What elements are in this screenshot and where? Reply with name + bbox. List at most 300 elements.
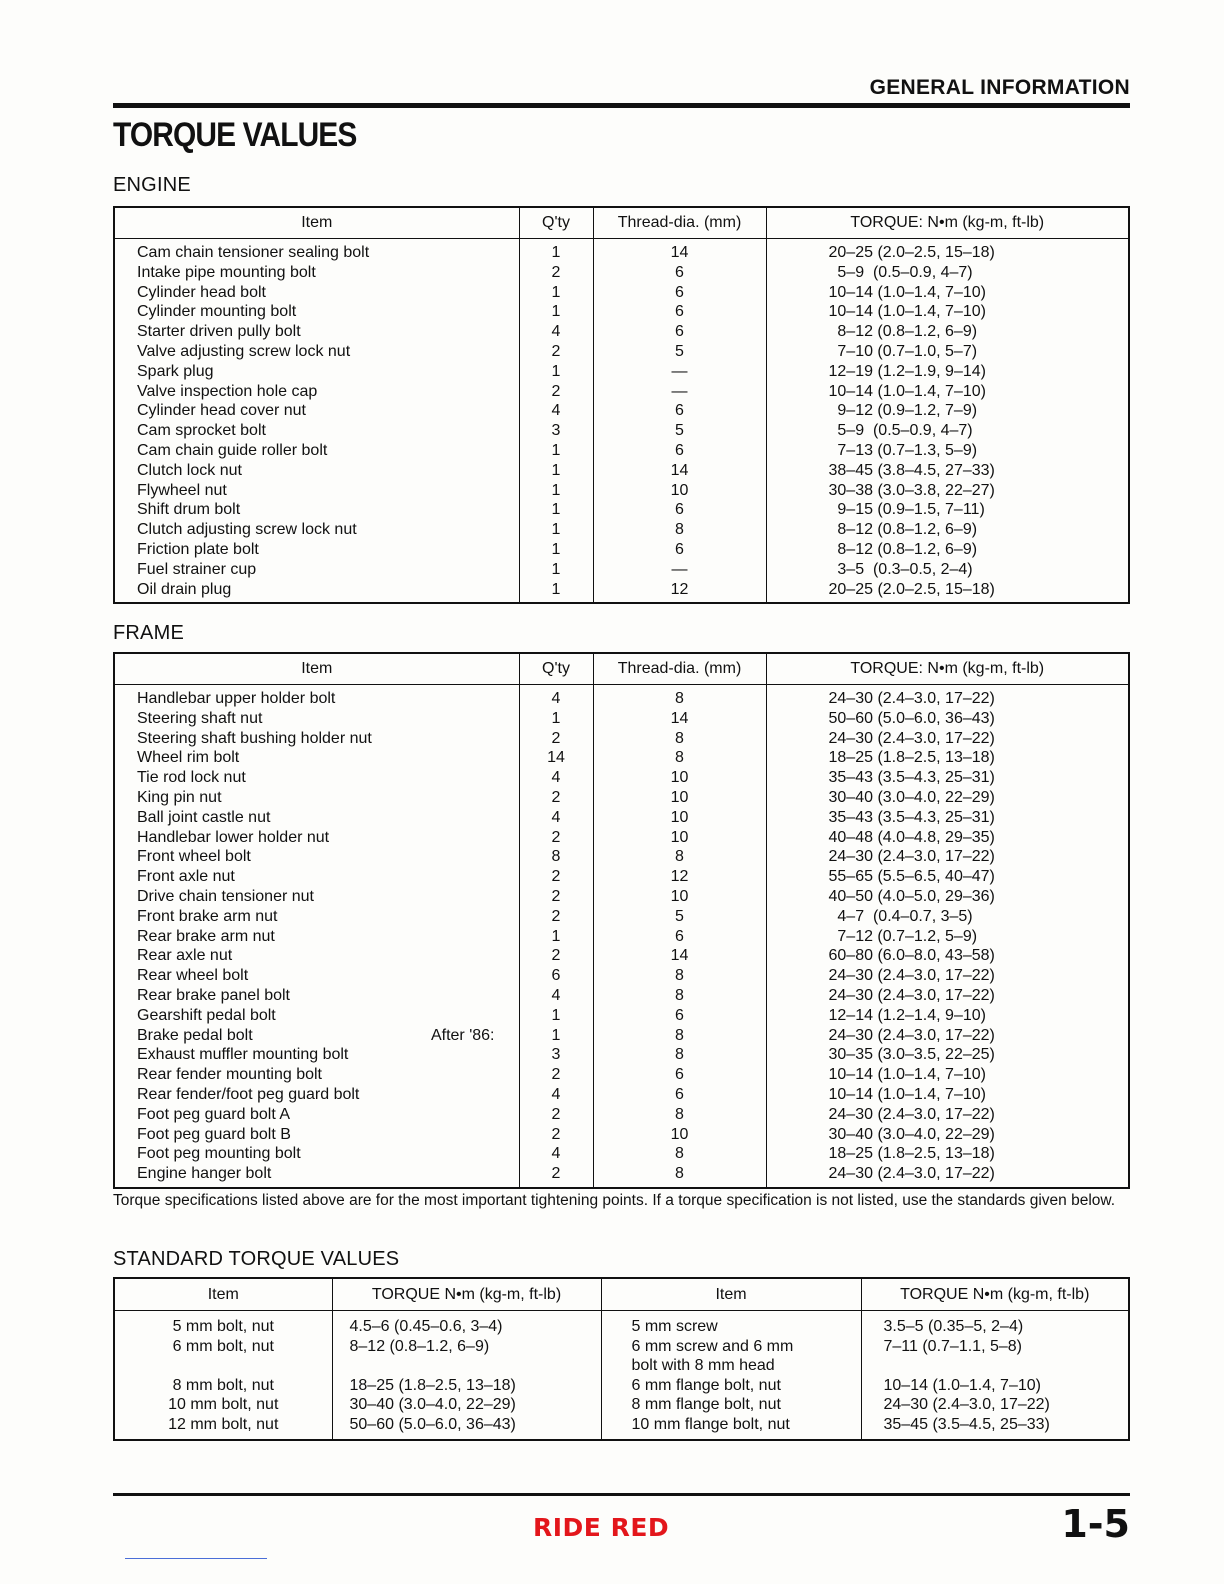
column-header-item: Item — [114, 1278, 332, 1311]
qty-cell-text: 8 — [551, 848, 561, 866]
torque-cell — [766, 685, 1129, 709]
item-cell-text: Front wheel bolt — [137, 848, 251, 866]
item-cell — [114, 441, 519, 461]
std-torque-cell-2: 35–45 (3.5–4.5, 25–33) — [883, 1415, 1050, 1433]
thread-cell — [593, 263, 766, 283]
qty-cell — [519, 520, 593, 540]
torque-cell-text: 3–5 (0.3–0.5, 2–4) — [828, 560, 973, 578]
thread-cell — [593, 1125, 766, 1145]
thread-cell-text: 14 — [670, 461, 689, 479]
thread-cell-text: 8 — [675, 521, 684, 539]
qty-cell-text: 2 — [551, 1125, 561, 1143]
item-cell — [114, 1006, 519, 1026]
qty-cell-text: 3 — [551, 1046, 561, 1064]
thread-cell — [593, 927, 766, 947]
qty-cell — [519, 540, 593, 560]
thread-cell-text: 10 — [670, 887, 689, 905]
item-cell-text: Foot peg guard bolt A — [137, 1105, 290, 1123]
torque-cell-text: 30–35 (3.0–3.5, 22–25) — [828, 1046, 995, 1064]
torque-cell-text: 12–19 (1.2–1.9, 9–14) — [828, 362, 986, 380]
thread-cell-text: 12 — [670, 580, 689, 598]
torque-cell-text: 10–14 (1.0–1.4, 7–10) — [828, 1066, 986, 1084]
thread-cell-text: 8 — [675, 690, 684, 707]
qty-cell-text: 4 — [551, 1085, 561, 1103]
thread-cell — [593, 709, 766, 729]
item-cell — [114, 1085, 519, 1105]
qty-cell-text: 1 — [551, 441, 561, 459]
torque-cell — [766, 709, 1129, 729]
torque-cell — [766, 500, 1129, 520]
qty-cell-text: 4 — [551, 402, 561, 420]
torque-cell — [766, 580, 1129, 604]
qty-cell-text: 1 — [551, 709, 561, 727]
table-row — [114, 302, 1129, 322]
thread-cell-text: 6 — [675, 1006, 684, 1024]
std-torque-cell-2: 3.5–5 (0.35–5, 2–4) — [883, 1318, 1024, 1335]
table-row — [114, 580, 1129, 604]
thread-cell — [593, 461, 766, 481]
item-cell — [114, 1065, 519, 1085]
torque-cell-text: 40–48 (4.0–4.8, 29–35) — [828, 828, 995, 846]
qty-cell-text: 1 — [551, 1026, 561, 1044]
column-header-qty: Q'ty — [519, 207, 593, 239]
torque-cell-text: 24–30 (2.4–3.0, 17–22) — [828, 986, 995, 1004]
torque-cell — [766, 887, 1129, 907]
qty-cell-text: 2 — [551, 828, 561, 846]
thread-cell-text: 8 — [675, 1046, 684, 1064]
std-item-cell: 6 mm bolt, nut — [114, 1337, 332, 1376]
thread-cell-text: 8 — [675, 1165, 684, 1183]
thread-cell — [593, 322, 766, 342]
item-cell — [114, 263, 519, 283]
qty-cell — [519, 560, 593, 580]
table-row — [114, 1164, 1129, 1188]
column-header-thread: Thread-dia. (mm) — [593, 207, 766, 239]
item-cell — [114, 966, 519, 986]
qty-cell — [519, 986, 593, 1006]
table-row — [114, 709, 1129, 729]
qty-cell — [519, 342, 593, 362]
item-cell-text: Oil drain plug — [137, 580, 232, 598]
item-cell-text: Drive chain tensioner nut — [137, 887, 314, 905]
thread-cell — [593, 362, 766, 382]
engine-heading: ENGINE — [113, 174, 191, 196]
qty-cell — [519, 1085, 593, 1105]
thread-cell-text: 8 — [675, 1145, 684, 1163]
qty-cell-text: 2 — [551, 263, 561, 281]
thread-cell-text: 14 — [670, 709, 689, 727]
torque-cell — [766, 401, 1129, 421]
page-number: 1-5 — [1061, 1502, 1130, 1546]
qty-cell-text: 1 — [551, 481, 561, 499]
table-row — [114, 847, 1129, 867]
frame-table-header — [114, 653, 1129, 685]
item-cell — [114, 1125, 519, 1145]
column-header-item: Item — [114, 653, 519, 685]
item-cell — [114, 808, 519, 828]
table-row — [114, 907, 1129, 927]
thread-cell-text: 6 — [675, 1066, 684, 1084]
torque-cell-text: 40–50 (4.0–5.0, 29–36) — [828, 887, 995, 905]
thread-cell — [593, 685, 766, 709]
std-torque-cell-2: 7–11 (0.7–1.1, 5–8) — [883, 1337, 1022, 1355]
table-row — [114, 1026, 1129, 1046]
table-row — [114, 239, 1129, 263]
item-cell — [114, 847, 519, 867]
qty-cell-text: 14 — [547, 749, 565, 767]
torque-cell — [766, 342, 1129, 362]
qty-cell — [519, 927, 593, 947]
thread-cell — [593, 748, 766, 768]
page-title: TORQUE VALUES — [113, 116, 357, 154]
thread-cell-text: 14 — [670, 947, 689, 965]
torque-cell — [766, 986, 1129, 1006]
torque-cell — [766, 283, 1129, 303]
item-cell-text: Cylinder mounting bolt — [137, 303, 297, 321]
table-row — [114, 520, 1129, 540]
torque-cell-text: 7–12 (0.7–1.2, 5–9) — [828, 927, 978, 945]
std-torque-cell-2: 10–14 (1.0–1.4, 7–10) — [883, 1376, 1041, 1394]
qty-cell — [519, 828, 593, 848]
qty-cell-text: 4 — [551, 808, 561, 826]
torque-cell — [766, 1065, 1129, 1085]
thread-cell — [593, 520, 766, 540]
qty-cell — [519, 966, 593, 986]
thread-cell — [593, 946, 766, 966]
item-cell — [114, 768, 519, 788]
torque-cell-text: 24–30 (2.4–3.0, 17–22) — [828, 690, 995, 707]
table-row — [114, 1376, 1129, 1396]
thread-cell — [593, 788, 766, 808]
engine-torque-table — [113, 206, 1130, 604]
column-header-item: Item — [114, 207, 519, 239]
thread-cell — [593, 382, 766, 402]
item-cell — [114, 401, 519, 421]
item-cell — [114, 283, 519, 303]
item-cell — [114, 382, 519, 402]
torque-cell — [766, 729, 1129, 749]
torque-cell-text: 24–30 (2.4–3.0, 17–22) — [828, 848, 995, 866]
item-cell — [114, 927, 519, 947]
thread-cell-text: — — [671, 382, 688, 400]
item-cell — [114, 302, 519, 322]
thread-cell-text: 6 — [675, 441, 684, 459]
torque-cell-text: 60–80 (6.0–8.0, 43–58) — [828, 947, 995, 965]
qty-cell-text: 3 — [551, 422, 561, 440]
qty-cell-text: 2 — [551, 788, 561, 806]
item-cell-text: Starter driven pully bolt — [137, 323, 301, 341]
qty-cell-text: 1 — [551, 521, 561, 539]
qty-cell-text: 2 — [551, 342, 561, 360]
thread-cell-text: 6 — [675, 501, 684, 519]
qty-cell-text: 2 — [551, 868, 561, 886]
torque-cell — [766, 302, 1129, 322]
thread-cell-text: 6 — [675, 283, 684, 301]
qty-cell — [519, 768, 593, 788]
qty-cell — [519, 887, 593, 907]
thread-cell-text: 6 — [675, 323, 684, 341]
table-row — [114, 560, 1129, 580]
torque-footnote: Torque specifications listed above are for the most important tightening points. If a torque specification is not listed, use the standards given below. — [113, 1192, 1116, 1209]
qty-cell-text: 2 — [551, 1165, 561, 1183]
item-cell-text: Cam chain guide roller bolt — [137, 441, 328, 459]
link-underline — [125, 1558, 267, 1559]
thread-cell — [593, 808, 766, 828]
thread-cell — [593, 560, 766, 580]
table-row — [114, 685, 1129, 709]
torque-cell — [766, 927, 1129, 947]
qty-cell-text: 1 — [551, 580, 561, 598]
item-cell — [114, 580, 519, 604]
torque-cell — [766, 788, 1129, 808]
qty-cell-text: 6 — [551, 967, 561, 985]
torque-cell-text: 20–25 (2.0–2.5, 15–18) — [828, 244, 995, 261]
item-cell-text: Wheel rim bolt — [137, 749, 240, 767]
qty-cell — [519, 788, 593, 808]
item-cell — [114, 342, 519, 362]
table-row — [114, 540, 1129, 560]
item-cell — [114, 500, 519, 520]
item-cell-text: Valve adjusting screw lock nut — [137, 342, 351, 360]
torque-cell-text: 35–43 (3.5–4.3, 25–31) — [828, 769, 995, 787]
torque-cell-text: 9–12 (0.9–1.2, 7–9) — [828, 402, 978, 420]
item-cell-text: Ball joint castle nut — [137, 808, 271, 826]
item-cell — [114, 828, 519, 848]
thread-cell-text: 8 — [675, 749, 684, 767]
table-row — [114, 946, 1129, 966]
thread-cell-text: 8 — [675, 967, 684, 985]
torque-cell — [766, 441, 1129, 461]
qty-cell — [519, 263, 593, 283]
torque-cell-text: 50–60 (5.0–6.0, 36–43) — [828, 709, 995, 727]
qty-cell — [519, 729, 593, 749]
torque-cell — [766, 1026, 1129, 1046]
item-cell-text: Clutch adjusting screw lock nut — [137, 521, 357, 539]
item-cell-text: Rear fender mounting bolt — [137, 1066, 322, 1084]
qty-cell — [519, 461, 593, 481]
torque-cell — [766, 481, 1129, 501]
torque-cell-text: 4–7 (0.4–0.7, 3–5) — [828, 907, 973, 925]
torque-cell — [766, 520, 1129, 540]
std-torque-cell-2: 24–30 (2.4–3.0, 17–22) — [883, 1396, 1050, 1414]
thread-cell — [593, 1045, 766, 1065]
item-cell-text: Spark plug — [137, 362, 214, 380]
item-cell-text: Friction plate bolt — [137, 540, 259, 558]
torque-cell — [766, 1144, 1129, 1164]
standard-heading: STANDARD TORQUE VALUES — [113, 1248, 400, 1270]
brand-logo: RIDE RED — [533, 1513, 670, 1542]
column-header-item-2: Item — [601, 1278, 861, 1311]
torque-cell — [766, 461, 1129, 481]
table-row — [114, 867, 1129, 887]
thread-cell-text: 12 — [670, 868, 689, 886]
torque-cell — [766, 828, 1129, 848]
torque-cell-text: 35–43 (3.5–4.3, 25–31) — [828, 808, 995, 826]
table-row — [114, 768, 1129, 788]
item-cell-text: Rear brake arm nut — [137, 927, 275, 945]
item-cell — [114, 788, 519, 808]
thread-cell — [593, 580, 766, 604]
item-cell-text: Cylinder head cover nut — [137, 402, 306, 420]
engine-table-header — [114, 207, 1129, 239]
thread-cell — [593, 500, 766, 520]
item-cell — [114, 1144, 519, 1164]
qty-cell-text: 4 — [551, 769, 561, 787]
qty-cell-text: 1 — [551, 1006, 561, 1024]
item-cell — [114, 748, 519, 768]
qty-cell — [519, 1026, 593, 1046]
column-header-qty: Q'ty — [519, 653, 593, 685]
item-cell — [114, 1045, 519, 1065]
qty-cell-text: 4 — [551, 986, 561, 1004]
item-cell-text: Shift drum bolt — [137, 501, 241, 519]
item-cell-text: Intake pipe mounting bolt — [137, 263, 316, 281]
torque-cell-text: 8–12 (0.8–1.2, 6–9) — [828, 540, 978, 558]
table-row — [114, 808, 1129, 828]
qty-cell — [519, 1006, 593, 1026]
torque-cell — [766, 946, 1129, 966]
torque-cell-text: 18–25 (1.8–2.5, 13–18) — [828, 749, 995, 767]
top-rule — [113, 103, 1130, 108]
torque-cell — [766, 540, 1129, 560]
torque-cell-text: 10–14 (1.0–1.4, 7–10) — [828, 283, 986, 301]
table-row — [114, 441, 1129, 461]
torque-cell-text: 10–14 (1.0–1.4, 7–10) — [828, 382, 986, 400]
torque-cell — [766, 867, 1129, 887]
column-header-torque: TORQUE: N•m (kg-m, ft-lb) — [766, 653, 1129, 685]
torque-cell-text: 20–25 (2.0–2.5, 15–18) — [828, 580, 995, 598]
table-row — [114, 729, 1129, 749]
item-cell-text: Front axle nut — [137, 868, 235, 886]
thread-cell — [593, 540, 766, 560]
qty-cell — [519, 946, 593, 966]
table-row — [114, 788, 1129, 808]
torque-cell-text: 7–13 (0.7–1.3, 5–9) — [828, 441, 978, 459]
torque-cell — [766, 1125, 1129, 1145]
thread-cell — [593, 966, 766, 986]
item-cell-text: Cam chain tensioner sealing bolt — [137, 244, 370, 261]
column-header-torque: TORQUE: N•m (kg-m, ft-lb) — [766, 207, 1129, 239]
qty-cell-text: 2 — [551, 382, 561, 400]
table-row — [114, 421, 1129, 441]
qty-cell — [519, 748, 593, 768]
table-row — [114, 1105, 1129, 1125]
thread-cell — [593, 1164, 766, 1188]
qty-cell — [519, 283, 593, 303]
thread-cell — [593, 1144, 766, 1164]
thread-cell — [593, 481, 766, 501]
std-item-cell: 10 mm bolt, nut — [114, 1395, 332, 1415]
item-cell — [114, 481, 519, 501]
std-item-cell: 8 mm bolt, nut — [114, 1376, 332, 1396]
item-cell — [114, 520, 519, 540]
thread-cell — [593, 302, 766, 322]
thread-cell-text: — — [671, 362, 688, 380]
item-cell — [114, 709, 519, 729]
standard-torque-table — [113, 1277, 1130, 1441]
thread-cell — [593, 986, 766, 1006]
torque-cell-text: 30–40 (3.0–4.0, 22–29) — [828, 1125, 995, 1143]
table-row — [114, 1337, 1129, 1376]
torque-cell-text: 30–38 (3.0–3.8, 22–27) — [828, 481, 995, 499]
thread-cell — [593, 283, 766, 303]
qty-cell — [519, 1045, 593, 1065]
qty-cell — [519, 500, 593, 520]
item-cell-text: Rear brake panel bolt — [137, 986, 290, 1004]
torque-cell-text: 5–9 (0.5–0.9, 4–7) — [828, 422, 973, 440]
std-torque-cell: 18–25 (1.8–2.5, 13–18) — [332, 1376, 601, 1396]
table-row — [114, 828, 1129, 848]
std-torque-cell: 4.5–6 (0.45–0.6, 3–4) — [332, 1311, 601, 1337]
table-row — [114, 1415, 1129, 1440]
torque-cell-text: 24–30 (2.4–3.0, 17–22) — [828, 1026, 995, 1044]
thread-cell — [593, 441, 766, 461]
thread-cell — [593, 1065, 766, 1085]
table-row — [114, 966, 1129, 986]
std-torque-cell: 50–60 (5.0–6.0, 36–43) — [332, 1415, 601, 1440]
table-row — [114, 1006, 1129, 1026]
qty-cell — [519, 362, 593, 382]
frame-torque-table — [113, 652, 1130, 1189]
thread-cell — [593, 1026, 766, 1046]
thread-cell-text: 8 — [675, 986, 684, 1004]
table-row — [114, 1085, 1129, 1105]
torque-cell-text: 18–25 (1.8–2.5, 13–18) — [828, 1145, 995, 1163]
std-item-cell-2: 8 mm flange bolt, nut — [601, 1395, 861, 1415]
qty-cell — [519, 481, 593, 501]
table-row — [114, 500, 1129, 520]
qty-cell-text: 1 — [551, 244, 561, 261]
torque-cell-text: 30–40 (3.0–4.0, 22–29) — [828, 788, 995, 806]
column-header-torque-2: TORQUE N•m (kg-m, ft-lb) — [861, 1278, 1129, 1311]
thread-cell-text: 8 — [675, 1105, 684, 1123]
qty-cell — [519, 1125, 593, 1145]
item-cell-text: Front brake arm nut — [137, 907, 278, 925]
thread-cell-text: 5 — [675, 342, 684, 360]
table-row — [114, 401, 1129, 421]
torque-cell — [766, 239, 1129, 263]
qty-cell — [519, 1144, 593, 1164]
qty-cell-text: 1 — [551, 303, 561, 321]
std-item-cell: 5 mm bolt, nut — [114, 1311, 332, 1337]
qty-cell — [519, 239, 593, 263]
table-row — [114, 283, 1129, 303]
item-cell-text: Engine hanger bolt — [137, 1165, 272, 1183]
item-cell — [114, 867, 519, 887]
item-cell-text: Steering shaft nut — [137, 709, 263, 727]
table-row — [114, 748, 1129, 768]
item-cell — [114, 560, 519, 580]
qty-cell — [519, 685, 593, 709]
torque-cell — [766, 1085, 1129, 1105]
item-cell — [114, 729, 519, 749]
thread-cell-text: 10 — [670, 1125, 689, 1143]
thread-cell-text: 5 — [675, 907, 684, 925]
qty-cell-text: 1 — [551, 540, 561, 558]
std-item-cell-2: 6 mm flange bolt, nut — [601, 1376, 861, 1396]
item-cell-text: King pin nut — [137, 788, 222, 806]
std-item-cell-2: 5 mm screw — [601, 1311, 861, 1337]
qty-cell-text: 4 — [551, 1145, 561, 1163]
item-cell — [114, 986, 519, 1006]
bottom-rule — [113, 1493, 1130, 1496]
qty-cell — [519, 867, 593, 887]
item-cell-text: Cam sprocket bolt — [137, 422, 266, 440]
torque-cell-text: 24–30 (2.4–3.0, 17–22) — [828, 967, 995, 985]
table-row — [114, 1125, 1129, 1145]
qty-cell-text: 1 — [551, 283, 561, 301]
qty-cell-text: 1 — [551, 362, 561, 380]
